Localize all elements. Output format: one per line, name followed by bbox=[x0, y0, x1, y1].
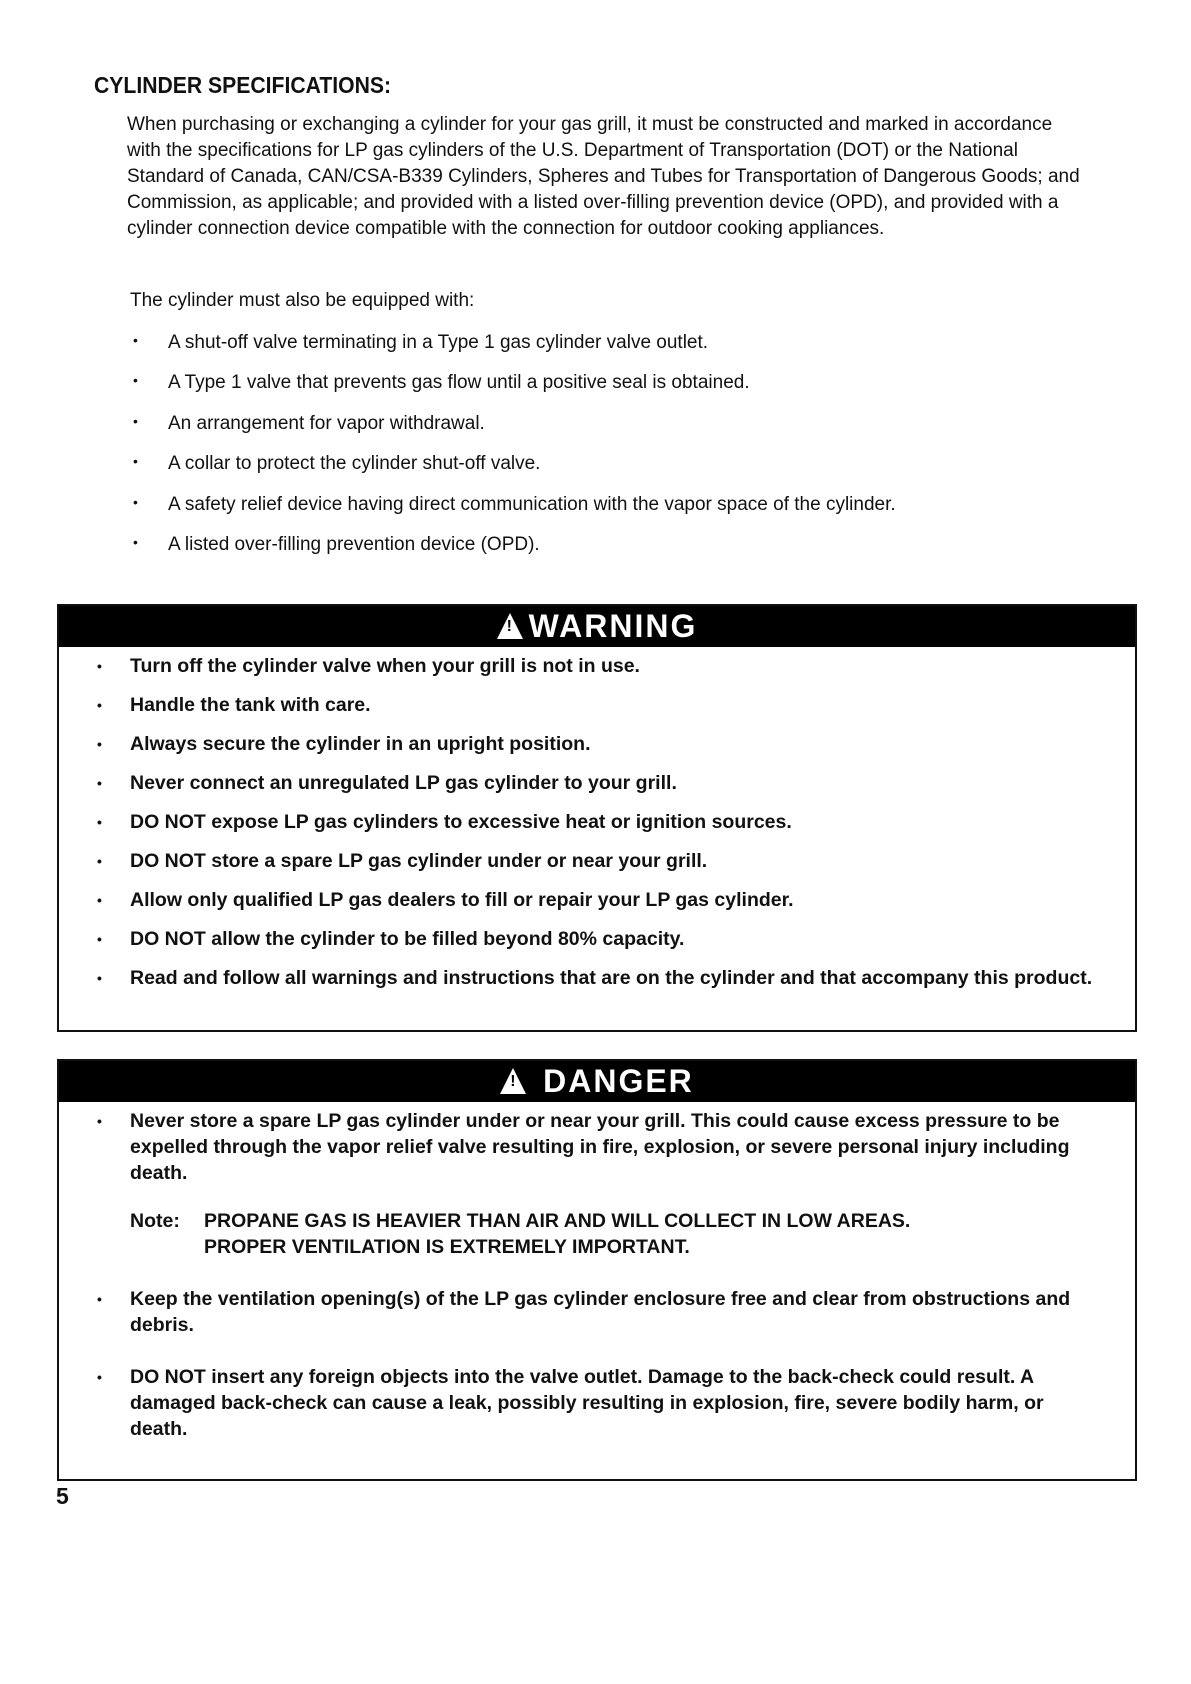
danger-header bbox=[59, 1061, 1135, 1102]
warning-box bbox=[57, 604, 1137, 1032]
section-heading: CYLINDER SPECIFICATIONS: bbox=[94, 72, 392, 98]
list-item: • DO NOT expose LP gas cylinders to excessive heat or ignition sources. bbox=[59, 809, 1105, 835]
danger-title: DANGER bbox=[543, 1063, 694, 1099]
note-text: PROPANE GAS IS HEAVIER THAN AIR AND WILL COLLECT IN LOW AREAS. PROPER VENTILATION IS EXTREMELY IMPORTANT. bbox=[204, 1210, 911, 1258]
requirements-lead: The cylinder must also be equipped with: bbox=[130, 290, 475, 311]
list-item: • Keep the ventilation opening(s) of the LP gas cylinder enclosure free and clear from obstructions and debris. bbox=[59, 1286, 1105, 1338]
intro-paragraph: When purchasing or exchanging a cylinder for your gas grill, it must be constructed and marked in accordance with the specifications for LP gas cylinders of the U.S. Department of Transportation (DOT) or the National Standard of Canada, CAN/CSA-B339 Cylinders, Spheres and Tubes for Transportation of Dangerous Goods; and Commission, as applicable; and provided with a listed over-filling prevention device (OPD), and provided with a cylinder connection device compatible with the connection for outdoor cooking appliances. bbox=[127, 114, 1080, 239]
list-item: • An arrangement for vapor withdrawal. bbox=[130, 413, 896, 453]
list-item: • DO NOT allow the cylinder to be filled beyond 80% capacity. bbox=[59, 926, 1105, 952]
warning-title: WARNING bbox=[528, 608, 698, 644]
danger-box bbox=[57, 1059, 1137, 1481]
warning-triangle-icon bbox=[500, 1068, 526, 1094]
note bbox=[130, 1208, 1105, 1260]
warning-triangle-icon bbox=[497, 613, 523, 639]
list-item: • A shut-off valve terminating in a Type 1 gas cylinder valve outlet. bbox=[130, 332, 896, 372]
list-item: • Allow only qualified LP gas dealers to fill or repair your LP gas cylinder. bbox=[59, 887, 1105, 913]
list-item: • Turn off the cylinder valve when your grill is not in use. bbox=[59, 653, 1105, 679]
list-item: • A Type 1 valve that prevents gas flow until a positive seal is obtained. bbox=[130, 372, 896, 412]
list-item: • Never connect an unregulated LP gas cylinder to your grill. bbox=[59, 770, 1105, 796]
list-item bbox=[59, 1108, 1105, 1260]
list-item: • Read and follow all warnings and instructions that are on the cylinder and that accompany this product. bbox=[59, 965, 1105, 991]
list-item: • A collar to protect the cylinder shut-off valve. bbox=[130, 453, 896, 493]
warning-header bbox=[59, 606, 1135, 647]
list-item: • A listed over-filling prevention device (OPD). bbox=[130, 534, 896, 574]
list-item: • Always secure the cylinder in an upright position. bbox=[59, 731, 1105, 757]
list-item: • A safety relief device having direct communication with the vapor space of the cylinder. bbox=[130, 494, 896, 534]
requirements-list bbox=[130, 332, 896, 574]
list-item: • DO NOT insert any foreign objects into the valve outlet. Damage to the back-check could result. A damaged back-check can cause a leak, possibly resulting in explosion, fire, severe bodily harm, or death. bbox=[59, 1364, 1105, 1442]
note-label: Note: bbox=[130, 1210, 180, 1232]
list-item: • DO NOT store a spare LP gas cylinder under or near your grill. bbox=[59, 848, 1105, 874]
page-number: 5 bbox=[56, 1483, 69, 1509]
list-item: • Handle the tank with care. bbox=[59, 692, 1105, 718]
item-text: Never store a spare LP gas cylinder under or near your grill. This could cause excess pressure to be expelled through the vapor relief valve resulting in fire, explosion, or severe personal injury including death. bbox=[130, 1110, 1070, 1184]
